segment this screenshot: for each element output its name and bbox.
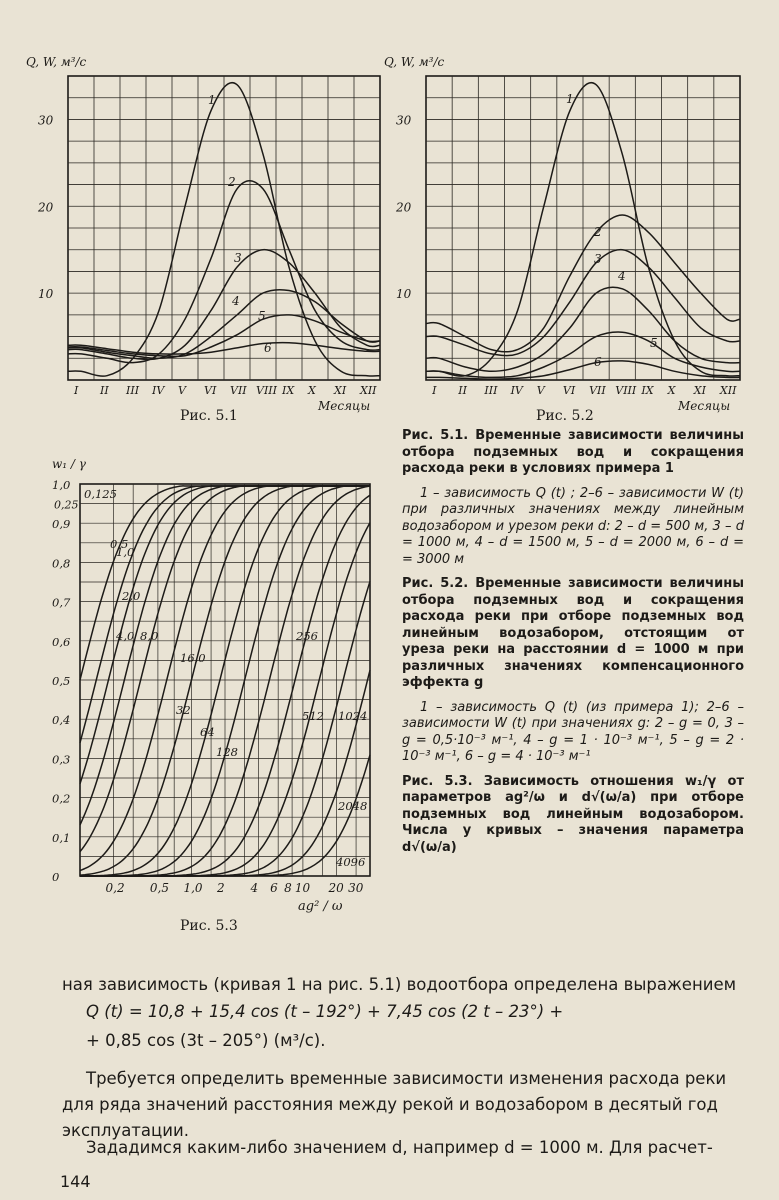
fig53-curve-label-256: 256 [296, 629, 318, 643]
fig51-caption: Рис. 5.1 [180, 408, 238, 424]
fig53-ytick: 0 [52, 870, 60, 884]
fig53-ytick: 0,6 [52, 634, 71, 649]
fig53-curve-label-1024: 1024 [338, 709, 368, 723]
fig51-xtick: XI [334, 384, 347, 397]
body-line-1: ная зависимость (кривая 1 на рис. 5.1) водоотбора определена выражением [62, 975, 737, 994]
fig53-xlabel: ag² / ω [298, 899, 343, 914]
fig53-ytick: 0,4 [52, 713, 71, 728]
fig53-ylabel: w₁ / γ [52, 457, 86, 471]
fig53-curve-label-32: 32 [176, 703, 191, 717]
fig51-ytick: 20 [38, 200, 54, 215]
body-line-2: Требуется определить временные зависимости изменения расхода реки [86, 1069, 727, 1088]
fig53-xtick: 0,5 [149, 881, 169, 895]
fig53-xtick: 8 [284, 881, 292, 895]
fig51-ytick: 30 [38, 113, 54, 128]
fig53-ytick: 0,9 [52, 517, 71, 532]
fig53-ytick: 0,2 [52, 791, 71, 806]
fig51-xtick: V [178, 384, 186, 397]
fig51-ylabel: Q, W, м³/с [26, 55, 87, 69]
fig51-series-label-5: 5 [258, 309, 266, 323]
fig52-xtick: III [484, 384, 498, 397]
fig53-xtick: 30 [348, 881, 364, 895]
fig53-xtick: 0,2 [105, 881, 125, 895]
fig53-curve-label-64: 64 [200, 725, 215, 739]
page-number: 144 [60, 1172, 91, 1191]
fig52-xtick: II [458, 384, 467, 397]
body-line-5: Зададимся каким-либо значением d, например d = 1000 м. Для расчет- [86, 1138, 713, 1157]
fig52-xtick: X [667, 384, 676, 397]
fig53-curve-label-0,5: 0,5 [110, 537, 129, 551]
fig51-series-label-3: 3 [234, 251, 242, 265]
fig53-curve-label-0,125: 0,125 [84, 487, 117, 501]
formula-line-1: Q (t) = 10,8 + 15,4 cos (t – 192°) + 7,45 cos (2 t – 23°) + [86, 1002, 564, 1021]
fig52-xtick: VIII [615, 384, 637, 397]
fig53-ytick: 1,0 [52, 478, 71, 492]
fig53-curve-label-4096: 4096 [336, 855, 366, 869]
fig53-curve-label-128: 128 [216, 745, 238, 759]
fig51-xtick: X [308, 384, 316, 397]
body-line-3: для ряда значений расстояния между рекой и водозабором в десятый год [62, 1095, 718, 1114]
fig53-ytick: 0,7 [52, 595, 71, 610]
fig51-series-label-4: 4 [232, 294, 240, 308]
fig53-curve-label-16,0: 16,0 [180, 651, 206, 665]
fig52-xtick: XI [693, 384, 706, 397]
figure-captions-block [402, 428, 744, 864]
fig52-series-label-6: 6 [594, 355, 602, 369]
fig51-series-label-6: 6 [264, 341, 272, 355]
fig53-curve-label-4,0: 4,0 [116, 629, 135, 643]
fig53-ytick: 0,8 [52, 556, 71, 571]
fig53-caption: Рис. 5.3 [180, 918, 238, 934]
fig53-curve-label-8,0: 8,0 [140, 629, 159, 643]
fig53-curve-label-1,0: 1,0 [116, 545, 135, 559]
fig52-series-label-4: 4 [618, 269, 626, 283]
fig53-xtick: 6 [270, 881, 278, 895]
fig52-xtick: XII [719, 384, 737, 397]
fig51-series-label-1: 1 [208, 93, 216, 107]
fig53-ytick-extra: 0,25 [54, 498, 79, 512]
fig53-curve-label-2048: 2048 [338, 799, 368, 813]
fig53-xtick: 2 [217, 881, 225, 895]
fig53-xtick: 4 [250, 881, 259, 895]
fig51-xtick: VI [204, 384, 217, 397]
fig52-caption: Рис. 5.2 [536, 408, 594, 424]
fig51-xlabel: Месяцы [318, 399, 371, 413]
fig52-xtick: IV [510, 384, 523, 397]
fig51-xtick: VII [230, 384, 247, 397]
fig52-xlabel: Месяцы [678, 399, 731, 413]
fig51-series-label-2: 2 [228, 175, 236, 189]
caption-52-body: 1 – зависимость Q (t) (из примера 1); 2–6 – зависимости W (t) при значениях g: 2 – g = 0, 3 – g = 0,5·10⁻³ м⁻¹, 4 – g = 1 · 10⁻³ м⁻¹, 5 – g = 2 · 10⁻³ м⁻¹, 6 – g = 4 · 10⁻³ м⁻¹ [402, 699, 744, 764]
fig51-xtick: IV [152, 384, 165, 397]
fig53-xtick: 1,0 [183, 881, 203, 895]
fig52-xtick: VII [589, 384, 606, 397]
fig51-xtick: I [74, 384, 79, 397]
fig52-xtick: V [536, 384, 545, 397]
fig51-xtick: II [100, 384, 109, 397]
fig51-xtick: IX [282, 384, 295, 397]
fig52-ylabel: Q, W, м³/с [384, 55, 445, 69]
fig52-series-label-5: 5 [650, 336, 658, 350]
fig52-series-label-2: 2 [594, 225, 602, 239]
fig52-xtick: VI [562, 384, 576, 397]
fig53-xtick: 10 [294, 881, 311, 895]
fig52-series-label-3: 3 [594, 252, 602, 266]
fig52-ytick: 20 [396, 200, 412, 215]
fig53-curve-label-512: 512 [302, 709, 324, 723]
caption-53-title: Рис. 5.3. Зависимость отношения w₁/γ от параметров ag²/ω и d√(ω/a) при отборе подземных вод линейным водозабором. Числа у кривых – значения параметра d√(ω/a) [402, 773, 744, 855]
caption-51-title: Рис. 5.1. Временные зависимости величины отбора подземных вод и сокращения расхода реки в условиях примера 1 [402, 428, 744, 476]
fig52-ytick: 30 [396, 113, 412, 128]
fig53-xtick: 20 [328, 881, 344, 895]
formula-line-2: + 0,85 cos (3t – 205°) (м³/с). [86, 1031, 326, 1050]
caption-52-title: Рис. 5.2. Временные зависимости величины отбора подземных вод и сокращения расхода реки при отборе подземных вод линейным водозабором, отстоящим от уреза реки на расстоянии d = 1000 м при различных значениях компенсационного эффекта g [402, 576, 744, 690]
fig53-ytick: 0,1 [52, 830, 71, 845]
fig53-ytick: 0,5 [52, 674, 71, 688]
fig52-series-label-1: 1 [566, 92, 574, 106]
fig53-ytick: 0,3 [52, 752, 71, 767]
fig52-ytick: 10 [396, 287, 412, 302]
fig51-ytick: 10 [38, 287, 54, 302]
body-line-4: эксплуатации. [62, 1121, 189, 1140]
fig51-xtick: III [126, 384, 140, 397]
fig51-xtick: XII [360, 384, 377, 397]
fig51-xtick: VIII [256, 384, 277, 397]
fig52-xtick: IX [641, 384, 654, 397]
fig53-curve-label-2,0: 2,0 [122, 589, 141, 603]
caption-51-body: 1 – зависимость Q (t) ; 2–6 – зависимости W (t) при различных значениях между линейным водозабором и урезом реки d: 2 – d = 500 м, 3 – d = 1000 м, 4 – d = 1500 м, 5 – d = 2000 м, 6 – d = = 3000 м [402, 485, 744, 567]
fig52-xtick: I [432, 384, 437, 397]
